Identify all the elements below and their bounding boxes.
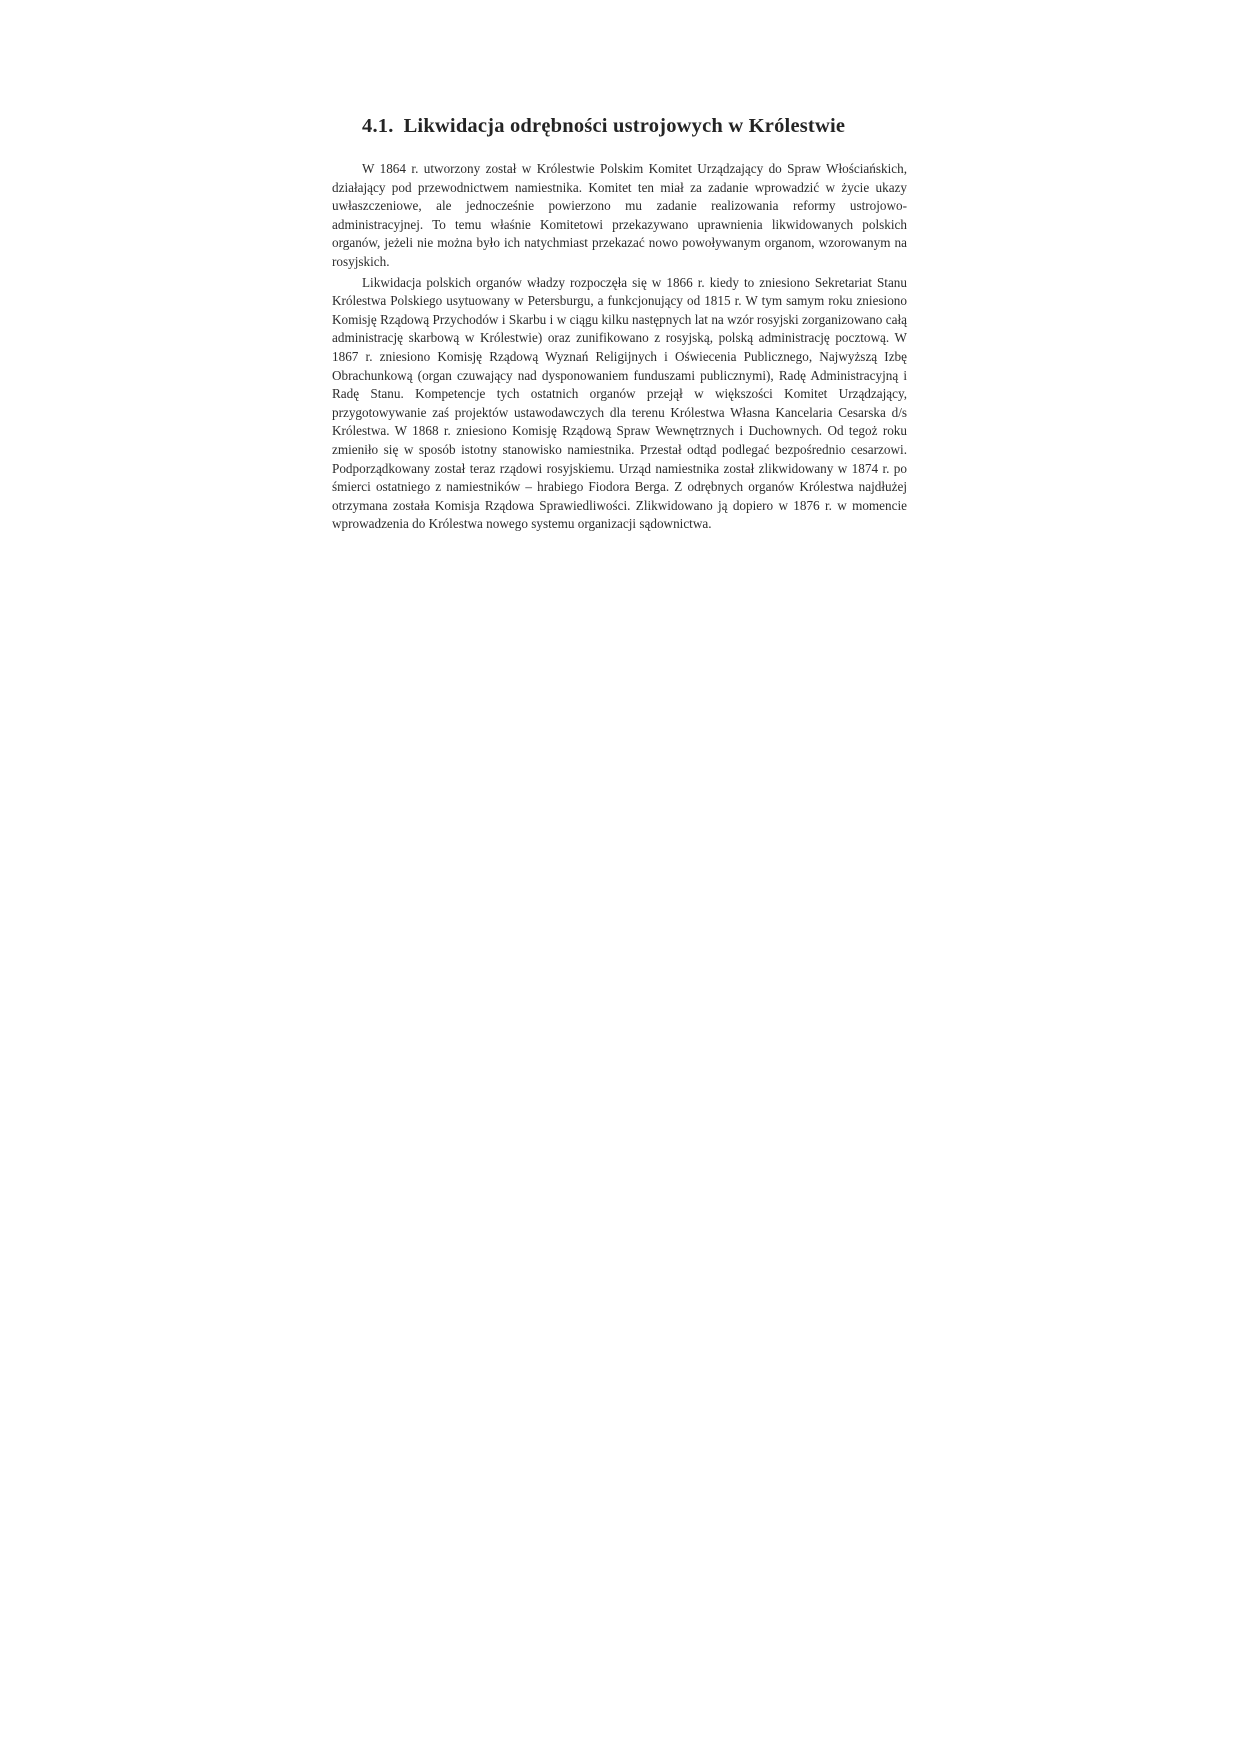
text-block [332,112,907,534]
section-number: 4.1. [362,115,394,137]
paragraph-2: Likwidacja polskich organów władzy rozpoczęła się w 1866 r. kiedy to zniesiono Sekretariat Stanu Królestwa Polskiego usytuowany w Petersburgu, a funkcjonujący od 1815 r. W tym samym roku zniesiono Komisję Rządową Przychodów i Skarbu i w ciągu kilku następnych lat na wzór rosyjski zorganizowano całą administrację skarbową w Królestwie) oraz zunifikowano z rosyjską, polską administrację pocztową. W 1867 r. zniesiono Komisję Rządową Wyznań Religijnych i Oświecenia Publicznego, Najwyższą Izbę Obrachunkową (organ czuwający nad dysponowaniem funduszami publicznymi), Radę Administracyjną i Radę Stanu. Kompetencje tych ostatnich organów przejął w większości Komitet Urządzający, przygotowywanie zaś projektów ustawodawczych dla terenu Królestwa Własna Kancelaria Cesarska d/s Królestwa. W 1868 r. zniesiono Komisję Rządową Spraw Wewnętrznych i Duchownych. Od tegoż roku zmieniło się w sposób istotny stanowisko namiestnika. Przestał odtąd podlegać bezpośrednio cesarzowi. Podporządkowany został teraz rządowi rosyjskiemu. Urząd namiestnika został zlikwidowany w 1874 r. po śmierci ostatniego z namiestników – hrabiego Fiodora Berga. Z odrębnych organów Królestwa najdłużej otrzymana została Komisja Rządowa Sprawiedliwości. Zlikwidowano ją dopiero w 1876 r. w momencie wprowadzenia do Królestwa nowego systemu organizacji sądownictwa. [332,274,907,532]
paragraph-1: W 1864 r. utworzony został w Królestwie Polskim Komitet Urządzający do Spraw Włościańskich, działający pod przewodnictwem namiestnika. Komitet ten miał za zadanie wprowadzić w życie ukazy uwłaszczeniowe, ale jednocześnie powierzono mu zadanie realizowania reformy ustrojowo-administracyjnej. To temu właśnie Komitetowi przekazywano uprawnienia likwidowanych polskich organów, jeżeli nie można było ich natychmiast przekazać nowo powoływanym organom, wzorowanym na rosyjskich. [332,161,907,269]
section-title: Likwidacja odrębności ustrojowych w Królestwie [403,115,846,137]
section-heading [362,112,907,140]
